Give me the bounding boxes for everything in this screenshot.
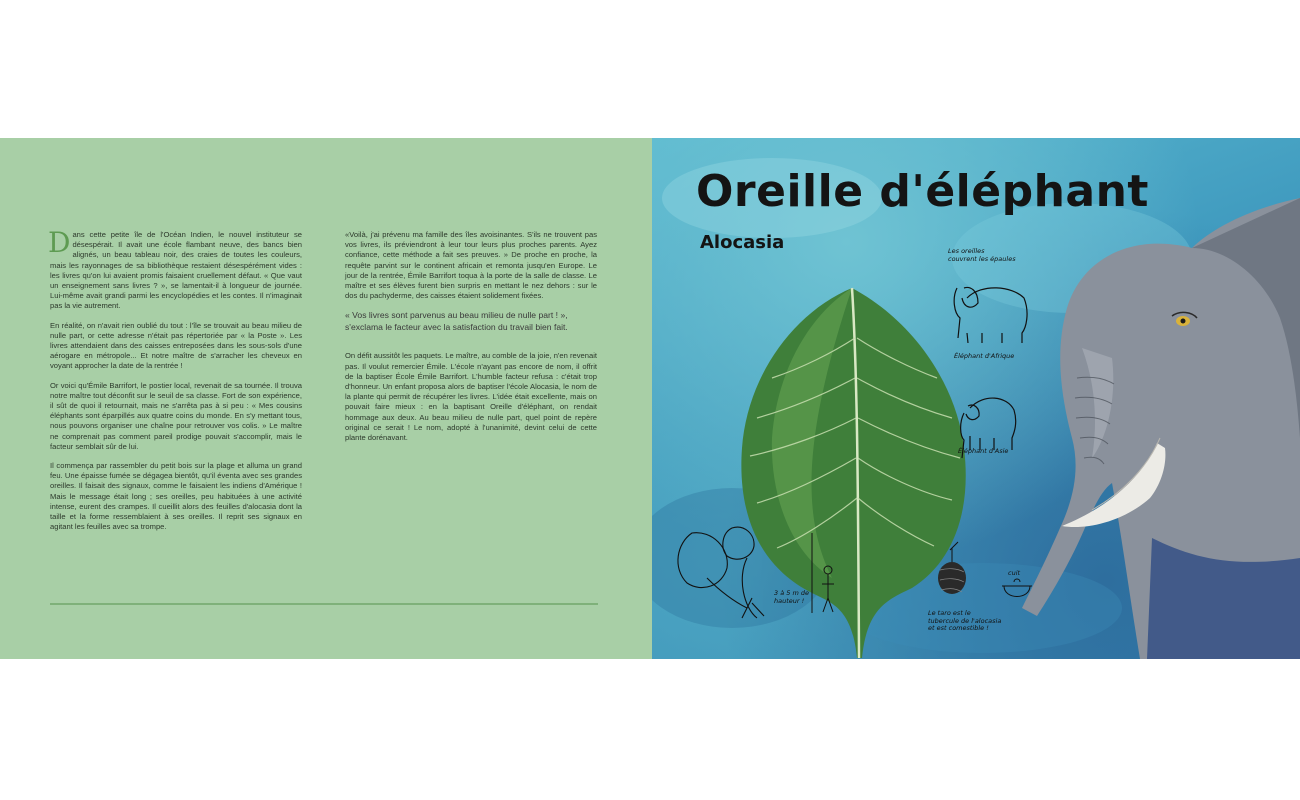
illustration-subtitle: Alocasia	[700, 232, 785, 253]
paragraph	[48, 226, 302, 312]
ears-note: Les oreilles couvrent les épaules	[948, 247, 1016, 263]
asian-elephant-label: Éléphant d'Asie	[958, 447, 1009, 455]
illustration-page	[652, 138, 1300, 659]
right-text-column	[345, 230, 597, 452]
height-note: 3 à 5 m de hauteur !	[774, 589, 809, 605]
taro-note: Le taro est le tubercule de l'alocasia et est comestible !	[928, 609, 1002, 632]
paragraph: Or voici qu'Émile Barrifort, le postier local, revenait de sa tournée. Il trouva notre maître tout déconfit sur le seuil de sa classe. Fort de son expérience, il sût de quoi il retournait, mais ne s'arrêta pas à si peu : « Mes cousins éléphants sont éparpillés aux quatre coins du monde. En s'y mettant tous, nous pouvons organiser une chaîne pour retrouver vos colis. » Le maître ne comprenait pas comment pareil prodige pouvait s'accomplir, mais le facteur semblait sûr de lui.	[50, 380, 302, 451]
cuit-note: cuit	[1008, 569, 1021, 577]
text-page	[0, 138, 652, 659]
left-text-column	[48, 226, 302, 541]
illustration-title: Oreille d'éléphant	[696, 166, 1149, 217]
book-spread	[0, 138, 1300, 659]
african-elephant-label: Éléphant d'Afrique	[954, 352, 1015, 360]
paragraph-text: ans cette petite île de l'Océan Indien, le nouvel instituteur se désespérait. Il avait une école flambant neuve, des bancs bien alignés, un beau tableau noir, des craies de toutes les couleurs, mais les rayonnages de sa bibliothèque restaient désespérément vides : les livres qu'on lui avaient promis faisaient cruellement défaut. « Que vaut un enseignement sans livres ? », se lamentait-il à longueur de journée. Lui-même avait grandi parmi les encyclopédies et les contes. Il n'imaginait pas la vie autrement.	[50, 230, 302, 311]
paragraph: Il commença par rassembler du petit bois sur la plage et alluma un grand feu. Une épaisse fumée se dégagea bientôt, qu'il éventa avec ses grandes oreilles. Il faisait des signaux, comme le faisaient les indiens d'Amérique ! Mais le message était long ; ses oreilles, peu habituées à une activité intense, eurent des crampes. Il cueillit alors des feuilles d'alocasia dont la taille et la forme ressemblaient à ses oreilles. Il reprit ses signaux en agitant les feuilles avec sa trompe.	[50, 461, 302, 532]
paragraph: «Voilà, j'ai prévenu ma famille des îles avoisinantes. S'ils ne trouvent pas vos livres, ils préviendront à leur tour leurs plus proches parents. Ayez confiance, cette méthode a fait ses preuves. » De proche en proche, la requête parvint sur le continent africain et remonta jusqu'en Europe. Le jour de la rentrée, Émile Barrifort toqua à la porte de la salle de classe. Le maître et ses élèves furent bien surpris en mettant le nez dehors : sur le dos du pachyderme, des caisses étaient solidement fixées.	[345, 230, 597, 301]
paragraph: En réalité, on n'avait rien oublié du tout : l'île se trouvait au beau milieu de nulle part, or cette adresse n'était pas répertoriée par « la Poste ». Les livres attendaient dans des caisses entreposées dans les sous-sols d'une aérogare en métropole... Et notre maître de s'arracher les cheveux en voyant approcher la date de la rentrée !	[50, 320, 302, 371]
page-divider-line	[50, 603, 598, 605]
pull-quote: « Vos livres sont parvenus au beau milieu de nulle part ! », s'exclama le facteur avec la satisfaction du travail bien fait.	[345, 310, 568, 332]
drop-cap: D	[48, 226, 71, 259]
paragraph: On défit aussitôt les paquets. Le maître, au comble de la joie, n'en revenait pas. Il voulut remercier Émile. L'école n'ayant pas encore de nom, il offrit de la baptiser École Émile Barrifort. L'humble facteur refusa : c'était trop d'honneur. Un enfant proposa alors de baptiser l'école Alocasia, le nom de la plante qui permit de récupérer les livres. L'idée était excellente, mais on pouvait faire mieux : en la baptisant Oreille d'éléphant, on rendait hommage aux deux. Au beau milieu de nulle part, quel point de repère original ce serait ! Le nom, adopté à l'unanimité, devint celui de cette plante dorénavant.	[345, 351, 597, 443]
